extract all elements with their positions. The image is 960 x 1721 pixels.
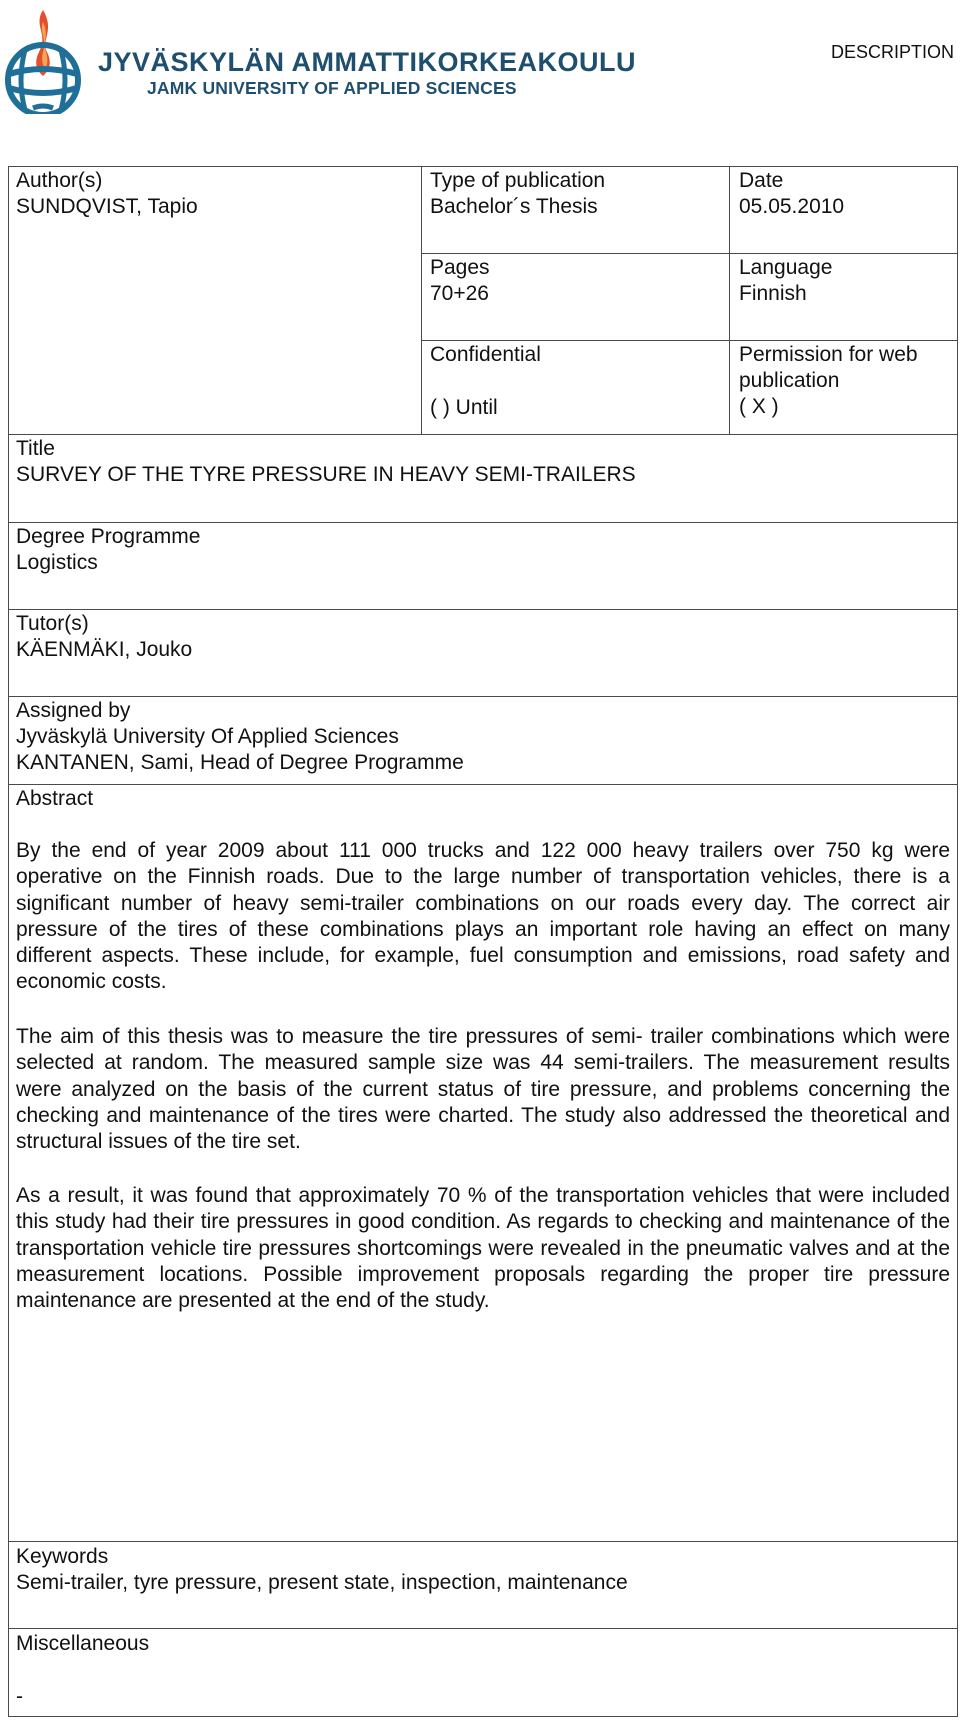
tutors-label: Tutor(s) xyxy=(16,612,89,635)
row-divider-tutors xyxy=(8,609,958,610)
abstract-paragraph-1 xyxy=(16,838,950,996)
logo-title: JYVÄSKYLÄN AMMATTIKORKEAKOULU xyxy=(98,47,636,77)
language-label: Language xyxy=(739,256,833,279)
abstract-text: The aim of this thesis was to measure the tire pressures of semi- trailer combinations which were selected at random. The measured sample size was 44 semi-trailers. The measurement results were analyzed on the basis of the current status of tire pressure, and problems concerning the checking and maintenance of the tires were charted. The study also addressed the theoretical and structural issues of the tire set. xyxy=(16,1025,950,1154)
permission-label-line1: Permission for web xyxy=(739,343,918,366)
assigned-by-value-line2: KANTANEN, Sami, Head of Degree Programme xyxy=(16,751,464,774)
assigned-by-label: Assigned by xyxy=(16,699,131,722)
row-divider-pages xyxy=(421,340,958,341)
table-border-bottom xyxy=(8,1716,958,1717)
abstract-paragraph-3 xyxy=(16,1183,950,1314)
abstract-label: Abstract xyxy=(16,787,94,810)
degree-programme-label: Degree Programme xyxy=(16,525,201,548)
date-value: 05.05.2010 xyxy=(739,195,845,218)
publication-type-label: Type of publication xyxy=(430,169,606,192)
assigned-by-value-line1: Jyväskylä University Of Applied Sciences xyxy=(16,725,399,748)
miscellaneous-value: - xyxy=(16,1685,23,1708)
degree-programme-value: Logistics xyxy=(16,551,98,574)
authors-label: Author(s) xyxy=(16,169,103,192)
title-value: SURVEY OF THE TYRE PRESSURE IN HEAVY SEMI-TRAILERS xyxy=(16,463,636,486)
confidential-value: ( ) Until xyxy=(430,396,498,419)
row-divider-title xyxy=(8,434,958,435)
row-divider-assigned xyxy=(8,696,958,697)
pages-value: 70+26 xyxy=(430,282,489,305)
date-label: Date xyxy=(739,169,784,192)
jamk-logo-icon xyxy=(3,8,83,114)
table-border-top xyxy=(8,166,958,167)
table-border-left xyxy=(8,166,9,1717)
permission-value: ( X ) xyxy=(739,395,779,418)
abstract-paragraph-2 xyxy=(16,1024,950,1155)
pages-label: Pages xyxy=(430,256,490,279)
publication-type-value: Bachelor´s Thesis xyxy=(430,195,598,218)
row-divider-date xyxy=(421,253,958,254)
permission-label-line2: publication xyxy=(739,369,840,392)
title-label: Title xyxy=(16,437,55,460)
row-divider-misc xyxy=(8,1628,958,1629)
row-divider-abstract xyxy=(8,784,958,785)
document-type-label: DESCRIPTION xyxy=(830,42,954,62)
confidential-label: Confidential xyxy=(430,343,541,366)
language-value: Finnish xyxy=(739,282,807,305)
row-divider-degree xyxy=(8,522,958,523)
logo-subtitle: JAMK UNIVERSITY OF APPLIED SCIENCES xyxy=(147,78,517,98)
miscellaneous-label: Miscellaneous xyxy=(16,1632,150,1655)
keywords-label: Keywords xyxy=(16,1545,109,1568)
column-divider-1 xyxy=(421,166,422,434)
table-border-right xyxy=(957,166,958,1717)
tutors-value: KÄENMÄKI, Jouko xyxy=(16,638,193,661)
authors-value: SUNDQVIST, Tapio xyxy=(16,195,198,218)
column-divider-2 xyxy=(729,166,730,434)
keywords-value: Semi-trailer, tyre pressure, present state, inspection, maintenance xyxy=(16,1571,628,1594)
abstract-text: As a result, it was found that approximately 70 % of the transportation vehicles that were included this study had their tire pressures in good condition. As regards to checking and maintenance of the transportation vehicle tire pressures shortcomings were revealed in the pneumatic valves and at the measurement locations. Possible improvement proposals regarding the proper tire pressure maintenance are presented at the end of the study. xyxy=(16,1184,950,1313)
row-divider-keywords xyxy=(8,1541,958,1542)
abstract-text: By the end of year 2009 about 111 000 trucks and 122 000 heavy trailers over 750 kg were operative on the Finnish roads. Due to the large number of transportation vehicles, there is a significant number of heavy semi-trailer combinations on our roads every day. The correct air pressure of the tires of these combinations plays an important role having an effect on many different aspects. These include, for example, fuel consumption and emissions, road safety and economic costs. xyxy=(16,839,950,994)
